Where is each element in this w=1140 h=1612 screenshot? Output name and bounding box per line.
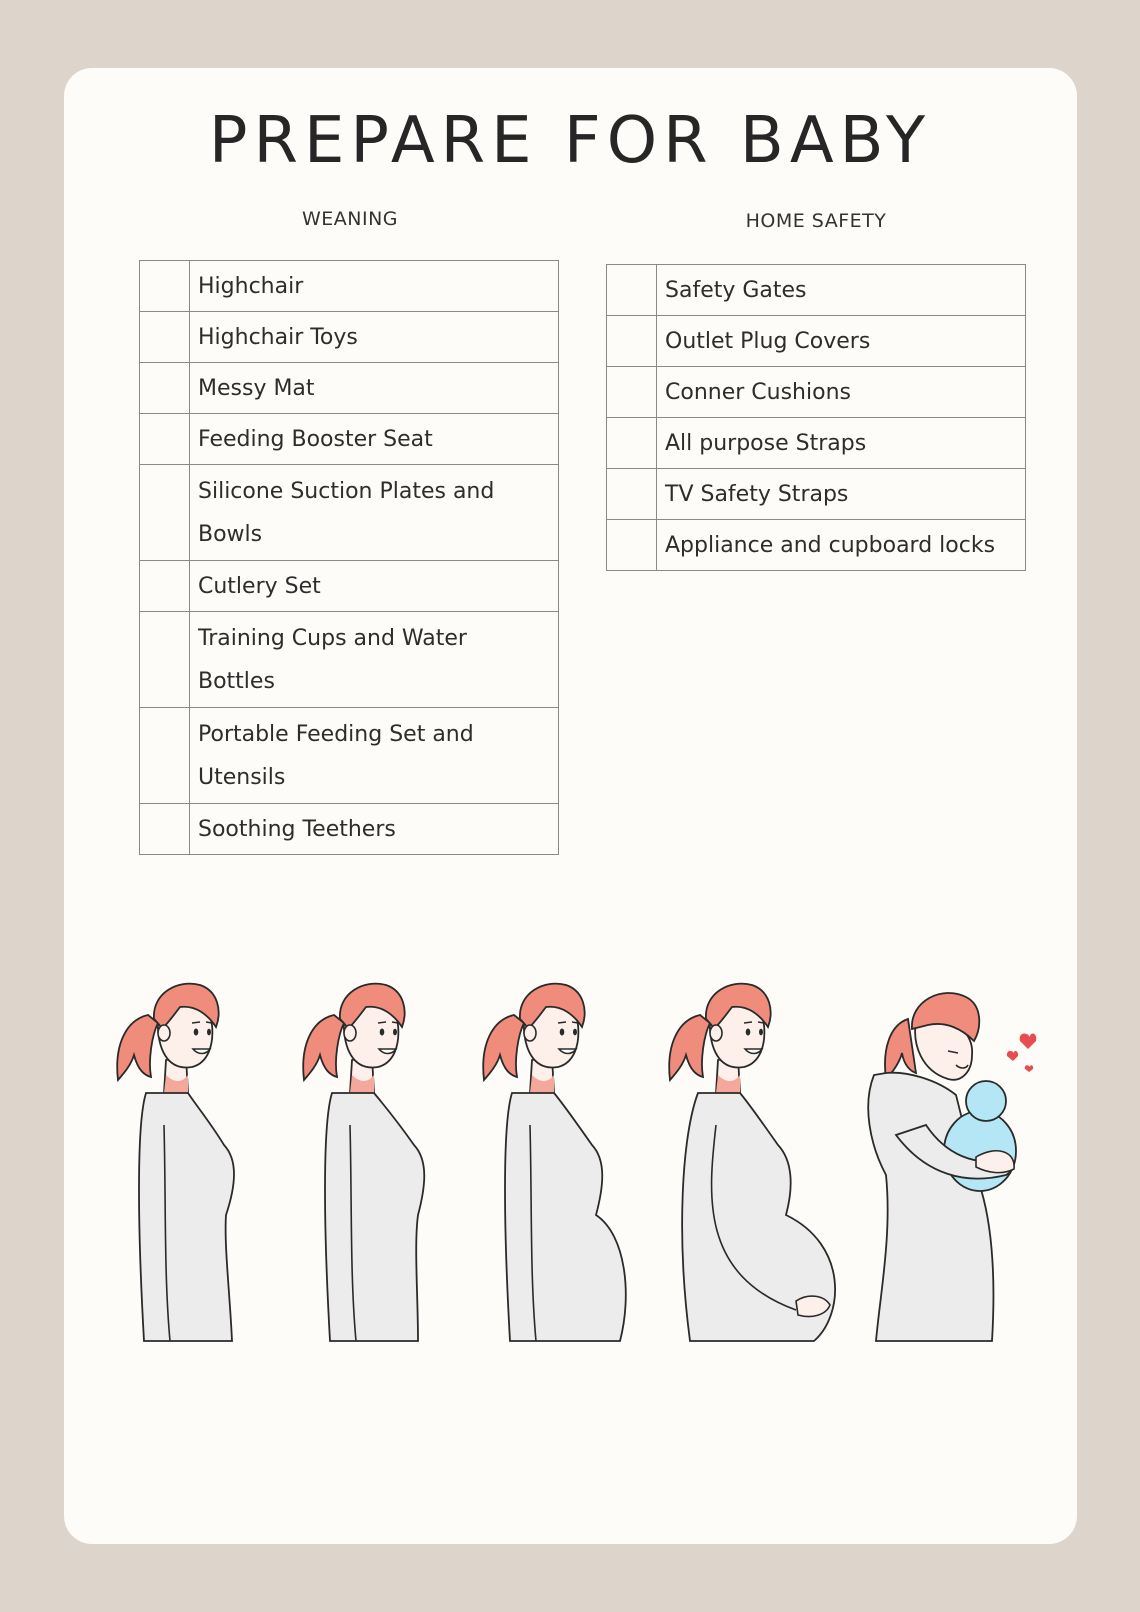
checklist-row — [607, 418, 1026, 469]
checklist-item-label: Portable Feeding Set and Utensils — [190, 708, 559, 804]
checkbox[interactable] — [607, 265, 657, 316]
checkbox[interactable] — [140, 708, 190, 804]
mother-with-baby-figure — [868, 993, 1036, 1341]
checkbox[interactable] — [140, 804, 190, 855]
checkbox[interactable] — [607, 367, 657, 418]
checklist-row — [607, 367, 1026, 418]
checklist-item-label: TV Safety Straps — [657, 469, 1026, 520]
weaning-checklist — [139, 260, 559, 855]
checklist-item-label: Soothing Teethers — [190, 804, 559, 855]
checklist-row — [607, 265, 1026, 316]
checklist-row — [140, 261, 559, 312]
checklist-item-label: Outlet Plug Covers — [657, 316, 1026, 367]
checklist-item-label: Highchair — [190, 261, 559, 312]
woman-figure-3 — [483, 984, 626, 1341]
checkbox[interactable] — [140, 363, 190, 414]
checklist-row — [607, 520, 1026, 571]
checklist-item-label: Appliance and cupboard locks — [657, 520, 1026, 571]
woman-figure-1 — [117, 984, 234, 1341]
checklist-item-label: Cutlery Set — [190, 561, 559, 612]
checkbox[interactable] — [140, 561, 190, 612]
checklist-row — [140, 561, 559, 612]
checklist-row — [140, 363, 559, 414]
pregnancy-progression-illustration — [96, 975, 1056, 1345]
checklist-item-label: Highchair Toys — [190, 312, 559, 363]
home-safety-checklist — [606, 264, 1026, 571]
weaning-heading: WEANING — [301, 208, 399, 230]
checkbox[interactable] — [140, 312, 190, 363]
checklist-row — [140, 312, 559, 363]
checklist-item-label: Messy Mat — [190, 363, 559, 414]
checkbox[interactable] — [607, 316, 657, 367]
page-title: PREPARE FOR BABY — [208, 104, 932, 178]
checklist-row — [140, 612, 559, 708]
checkbox[interactable] — [140, 612, 190, 708]
checklist-item-label: Safety Gates — [657, 265, 1026, 316]
checkbox[interactable] — [140, 465, 190, 561]
checkbox[interactable] — [607, 469, 657, 520]
checkbox[interactable] — [140, 414, 190, 465]
checklist-row — [607, 316, 1026, 367]
checklist-item-label: Training Cups and Water Bottles — [190, 612, 559, 708]
checklist-item-label: All purpose Straps — [657, 418, 1026, 469]
checklist-item-label: Silicone Suction Plates and Bowls — [190, 465, 559, 561]
checkbox[interactable] — [607, 418, 657, 469]
checklist-item-label: Feeding Booster Seat — [190, 414, 559, 465]
checkbox[interactable] — [140, 261, 190, 312]
checklist-row — [140, 465, 559, 561]
checklist-row — [607, 469, 1026, 520]
hearts-icon — [1007, 1034, 1036, 1072]
woman-figure-2 — [303, 984, 424, 1341]
checklist-row — [140, 414, 559, 465]
home-safety-heading: HOME SAFETY — [745, 210, 887, 232]
checklist-item-label: Conner Cushions — [657, 367, 1026, 418]
woman-figure-4 — [669, 984, 835, 1341]
checkbox[interactable] — [607, 520, 657, 571]
checklist-row — [140, 708, 559, 804]
checklist-row — [140, 804, 559, 855]
